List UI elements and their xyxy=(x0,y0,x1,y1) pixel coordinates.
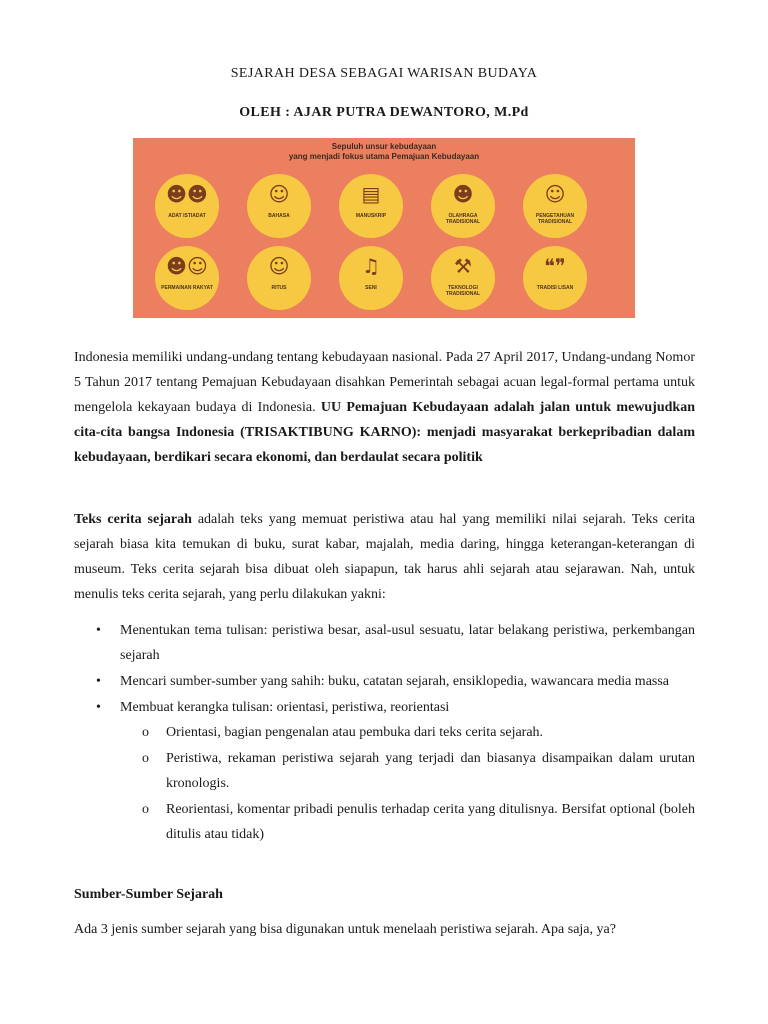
sub-list-item xyxy=(120,720,695,745)
culture-item-label: MANUSKRIP xyxy=(355,213,387,219)
speaking-person-icon: ☺ xyxy=(268,182,290,206)
traditional-sport-icon: ☻ xyxy=(452,182,474,206)
oral-tradition-icon: ❝❞ xyxy=(544,254,566,278)
list-item-text: Mencari sumber-sumber yang sahih: buku, catatan sejarah, ensiklopedia, wawancara media massa xyxy=(120,674,670,689)
bullet-marker: • xyxy=(96,623,101,638)
culture-item-label: ADAT ISTIADAT xyxy=(168,213,206,219)
intro-text: Indonesia memiliki undang-undang tentang kebudayaan nasional. Pada 27 April 2017, Undang-undang Nomor 5 Tahun 2017 tentang Pemajuan Kebudayaan disahkan Pemerintah sebagai acuan legal-formal pertama untuk mengelola kekayaan budaya di Indonesia. xyxy=(74,350,695,415)
list-item xyxy=(74,618,695,668)
culture-item-pengetahuan xyxy=(523,174,587,238)
children-play-icon: ☻☺ xyxy=(166,254,208,278)
culture-item-ritus xyxy=(247,246,311,310)
culture-item-label: BAHASA xyxy=(268,213,290,219)
intro-paragraph xyxy=(74,345,695,470)
culture-item-seni xyxy=(339,246,403,310)
definition-text: adalah teks yang memuat peristiwa atau hal yang memiliki nilai sejarah. Teks cerita sejarah biasa kita temukan di buku, surat kabar, majalah, media daring, hingga keterangan-keterangan di museum. Teks cerita sejarah bisa dibuat oleh siapapun, tak harus ahli sejarah atau sejarawan. Nah, untuk menulis teks cerita sejarah, yang perlu dilakukan yakni: xyxy=(74,512,695,602)
culture-item-label: PERMAINAN RAKYAT xyxy=(161,285,213,291)
culture-item-label: PENGETAHUAN TRADISIONAL xyxy=(535,213,575,225)
infographic-title xyxy=(133,142,635,162)
bullet-marker: • xyxy=(96,674,101,689)
definition-term: Teks cerita sejarah xyxy=(74,512,192,527)
culture-item-label: TEKNOLOGI TRADISIONAL xyxy=(445,285,481,297)
infographic-title-line1: Sepuluh unsur kebudayaan xyxy=(331,142,437,151)
definition-paragraph xyxy=(74,507,695,607)
manuscript-icon: ▤ xyxy=(361,182,381,206)
infographic-title-line2: yang menjadi fokus utama Pemajuan Kebudayaan xyxy=(288,152,480,161)
list-item-text: Menentukan tema tulisan: peristiwa besar, asal-usul sesuatu, latar belakang peristiwa, perkembangan sejarah xyxy=(120,623,695,663)
culture-infographic xyxy=(133,138,635,318)
list-item-text: Membuat kerangka tulisan: orientasi, peristiwa, reorientasi xyxy=(120,700,450,715)
steps-list xyxy=(74,618,695,848)
closing-line: Ada 3 jenis sumber sejarah yang bisa digunakan untuk menelaah peristiwa sejarah. Apa saja, ya? xyxy=(74,922,616,937)
sub-list-item-text: Reorientasi, komentar pribadi penulis terhadap cerita yang ditulisnya. Bersifat optional (boleh ditulis atau tidak) xyxy=(166,802,695,842)
culture-item-label: RITUS xyxy=(271,285,287,291)
culture-item-bahasa xyxy=(247,174,311,238)
art-music-icon: ♫ xyxy=(362,254,380,278)
culture-item-manuskrip xyxy=(339,174,403,238)
culture-item-permainan-rakyat xyxy=(155,246,219,310)
document-title: SEJARAH DESA SEBAGAI WARISAN BUDAYA xyxy=(230,66,538,81)
culture-item-adat-istiadat xyxy=(155,174,219,238)
intro-bold-text: UU Pemajuan Kebudayaan adalah jalan untuk mewujudkan cita-cita bangsa Indonesia (TRISAKTIBUNG KARNO): menjadi masyarakat berkepribadian dalam kebudayaan, berdikari secara ekonomi, dan berdaulat secara politik xyxy=(74,400,695,465)
sub-list-item-text: Orientasi, bagian pengenalan atau pembuka dari teks cerita sejarah. xyxy=(166,725,544,740)
culture-item-teknologi xyxy=(431,246,495,310)
people-group-icon: ☻☻ xyxy=(166,182,208,206)
culture-item-label: OLAHRAGA TRADISIONAL xyxy=(445,213,481,225)
bullet-marker: • xyxy=(96,700,101,715)
culture-item-olahraga xyxy=(431,174,495,238)
section-heading: Sumber-Sumber Sejarah xyxy=(74,887,223,902)
culture-item-label: SENI xyxy=(365,285,377,291)
culture-item-label: TRADISI LISAN xyxy=(536,285,574,291)
ritual-icon: ☺ xyxy=(268,254,290,278)
sub-bullet-marker: o xyxy=(142,751,149,766)
sub-list-item xyxy=(120,797,695,847)
elder-knowledge-icon: ☺ xyxy=(544,182,566,206)
sub-bullet-marker: o xyxy=(142,802,149,817)
sub-list-item-text: Peristiwa, rekaman peristiwa sejarah yang terjadi dan biasanya disampaikan dalam urutan kronologis. xyxy=(166,751,695,791)
sub-bullet-marker: o xyxy=(142,725,149,740)
culture-item-tradisi-lisan xyxy=(523,246,587,310)
list-item xyxy=(74,669,695,694)
traditional-tools-icon: ⚒ xyxy=(454,254,472,278)
list-item xyxy=(74,695,695,847)
sub-list-item xyxy=(120,746,695,796)
author-line: OLEH : AJAR PUTRA DEWANTORO, M.Pd xyxy=(239,105,529,120)
sub-list xyxy=(120,720,695,847)
